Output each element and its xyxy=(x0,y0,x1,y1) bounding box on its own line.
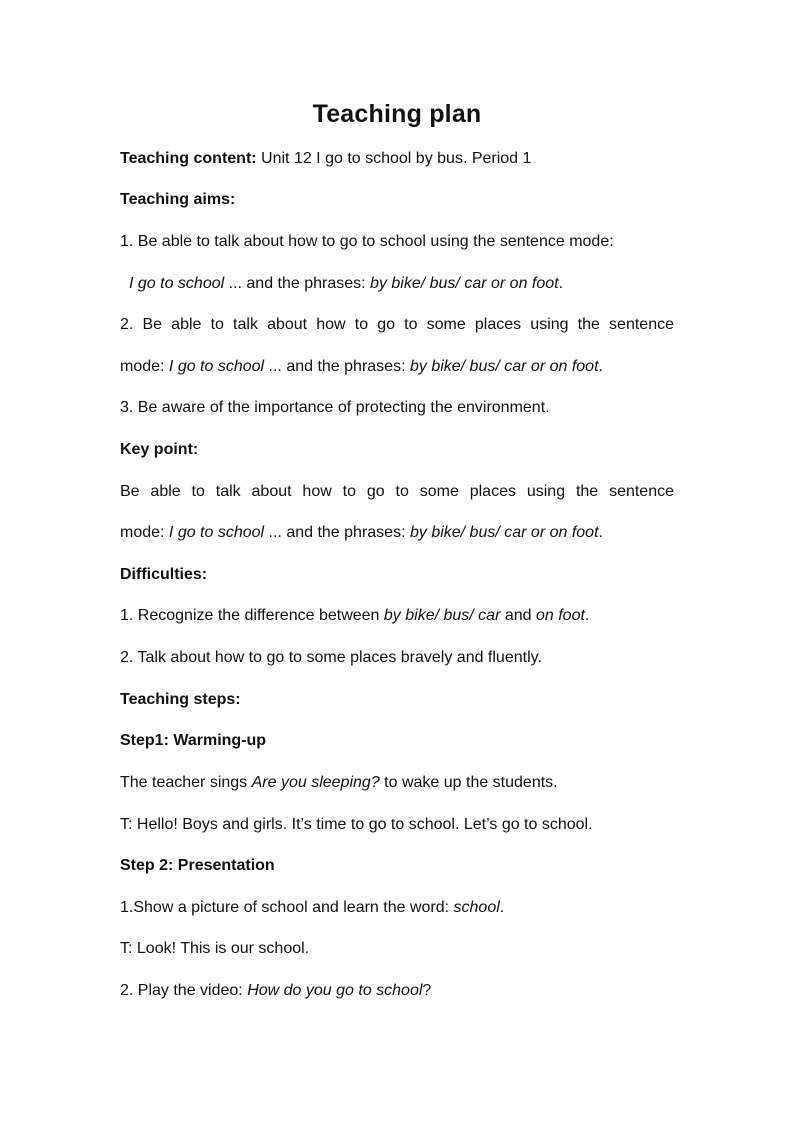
document-title: Teaching plan xyxy=(312,100,482,128)
step-1-line-2: T: Hello! Boys and girls. It’s time to go to school. Let’s go to school. xyxy=(120,816,593,833)
step-2-line-3 xyxy=(120,981,674,1001)
text-run: to wake up the students. xyxy=(379,774,558,791)
step-1-heading: Step1: Warming-up xyxy=(120,732,267,749)
key-point-line-2 xyxy=(120,523,674,543)
aim-2-line-1: 2. Be able to talk about how to go to some places using the sentence xyxy=(120,316,674,333)
aim-3: 3. Be aware of the importance of protecting the environment. xyxy=(120,399,550,416)
italic-phrase: I go to school xyxy=(168,524,265,541)
teaching-content-value: Unit 12 I go to school by bus. Period 1 xyxy=(256,150,532,167)
text-run: mode: xyxy=(120,358,169,375)
key-point-heading: Key point: xyxy=(120,441,199,458)
italic-phrase: on foot xyxy=(535,607,585,624)
step-2-line-1 xyxy=(120,898,674,918)
text-run: 1. Recognize the difference between xyxy=(120,607,384,624)
text-run: ? xyxy=(422,982,432,999)
italic-phrase: by bike/ bus/ car or on foot xyxy=(409,358,599,375)
teaching-aims-heading: Teaching aims: xyxy=(120,191,236,208)
text-run: . xyxy=(584,607,590,624)
text-run: . xyxy=(558,275,564,292)
italic-phrase: by bike/ bus/ car or on foot xyxy=(409,524,599,541)
text-run: 2. Play the video: xyxy=(120,982,248,999)
difficulty-1 xyxy=(120,606,674,626)
italic-phrase: by bike/ bus/ car xyxy=(383,607,501,624)
teaching-content-label: Teaching content: xyxy=(120,150,257,167)
aim-1-line-2 xyxy=(120,274,683,294)
italic-phrase: school xyxy=(453,899,500,916)
difficulty-2: 2. Talk about how to go to some places bravely and fluently. xyxy=(120,649,542,666)
text-run: . xyxy=(598,358,603,375)
italic-phrase: Are you sleeping? xyxy=(251,774,380,791)
text-run: . xyxy=(598,524,603,541)
italic-phrase: I go to school xyxy=(129,275,225,292)
text-run: 1.Show a picture of school and learn the word: xyxy=(120,899,454,916)
text-run: ... and the phrases: xyxy=(224,275,371,292)
italic-phrase: I go to school xyxy=(168,358,265,375)
text-run: ... and the phrases: xyxy=(264,524,410,541)
aim-1-line-1: 1. Be able to talk about how to go to school using the sentence mode: xyxy=(120,233,614,250)
text-run: . xyxy=(499,899,505,916)
italic-phrase: How do you go to school xyxy=(247,982,423,999)
teaching-content-line xyxy=(120,149,674,169)
step-2-heading: Step 2: Presentation xyxy=(120,857,275,874)
aim-2-line-2 xyxy=(120,357,674,377)
text-run: mode: xyxy=(120,524,169,541)
teaching-steps-heading: Teaching steps: xyxy=(120,691,241,708)
text-run: and xyxy=(500,607,536,624)
step-1-line-1 xyxy=(120,773,674,793)
italic-phrase: by bike/ bus/ car or on foot xyxy=(370,275,559,292)
key-point-line-1: Be able to talk about how to go to some places using the sentence xyxy=(120,483,674,500)
text-run: ... and the phrases: xyxy=(264,358,410,375)
step-2-line-2: T: Look! This is our school. xyxy=(120,940,310,957)
text-run: The teacher sings xyxy=(120,774,252,791)
difficulties-heading: Difficulties: xyxy=(120,566,208,583)
